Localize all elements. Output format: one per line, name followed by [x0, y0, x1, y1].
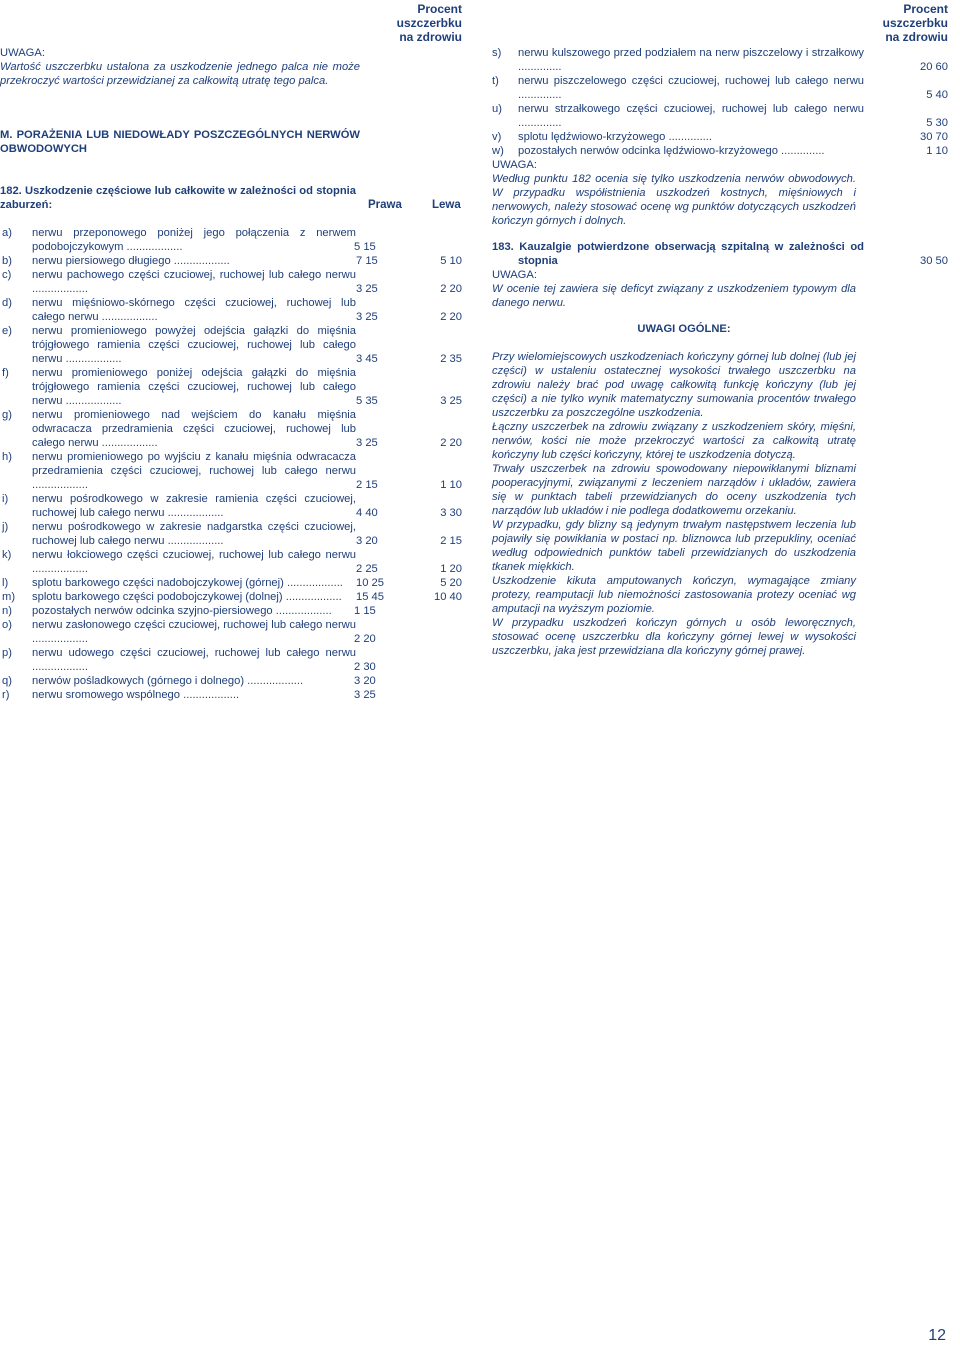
row-value: 3 20 — [354, 675, 376, 687]
item-182-heading: 182. Uszkodzenie częściowe lub całkowite w zależności od stopnia zaburzeń: — [0, 185, 356, 211]
row-value: 3 25 — [354, 689, 376, 701]
leader-dots: .............. — [665, 131, 712, 143]
row-text: nerwu promieniowego nad wejściem do kanału mięśnia odwracacza przedramienia części czuciowej, ruchowej lub całego nerwu — [32, 409, 356, 449]
row-text: nerwu kulszowego przed podziałem na nerw piszczelowy i strzałkowy — [518, 47, 864, 59]
row-label: g) — [2, 409, 12, 421]
col-prawa: Prawa — [368, 199, 402, 211]
row-label: p) — [2, 647, 12, 659]
general-note-paragraph: Przy wielomiejscowych uszkodzeniach kończyny górnej lub dolnej (lub jej części) w ustaleniu ostatecznej wysokości trwałego uszczerbku na zdrowiu należy brać pod uwagę całkowitą funkcję kończyny (lub jej części) a nie tylko wynik matematyczny sumowania procentów trwałego uszczerbku za poszczególne uszkodzenia. — [492, 351, 856, 419]
row-value-prawa: 3 25 — [356, 437, 378, 449]
leader-dots: .................. — [244, 675, 304, 687]
row-value: 2 30 — [354, 661, 376, 673]
table-row — [0, 226, 466, 254]
leader-dots: .................. — [32, 283, 88, 295]
row-text: nerwu zasłonowego części czuciowej, ruchowej lub całego nerwu — [32, 619, 356, 631]
row-label: t) — [492, 75, 499, 87]
note-title: UWAGA: — [492, 269, 537, 281]
left-percent-header: Procent uszczerbku na zdrowiu — [396, 2, 462, 44]
row-value-prawa: 2 15 — [356, 479, 378, 491]
leader-dots: .............. — [777, 145, 825, 157]
leader-dots: .................. — [283, 577, 343, 589]
row-text: nerwu udowego części czuciowej, ruchowej lub całego nerwu — [32, 647, 356, 659]
leader-dots: .............. — [518, 61, 562, 73]
leader-dots: .............. — [518, 117, 562, 129]
row-value: 30 70 — [920, 131, 948, 143]
row-label: b) — [2, 255, 12, 267]
leader-dots: .................. — [164, 535, 224, 547]
row-label: a) — [2, 227, 12, 239]
note-title: UWAGA: — [492, 159, 537, 171]
row-value-lewa: 2 35 — [440, 353, 462, 365]
row-text: nerwu promieniowego powyżej odejścia gałązki do mięśnia trójgłowego ramienia części czuciowej, ruchowej lub całego nerwu — [32, 325, 356, 365]
leader-dots: .............. — [518, 89, 562, 101]
row-label: v) — [492, 131, 502, 143]
table-row — [0, 492, 466, 520]
row-text: nerwu pośrodkowego w zakresie nadgarstka części czuciowej, ruchowej lub całego nerwu — [32, 521, 356, 547]
leader-dots: .................. — [32, 563, 88, 575]
leader-dots: .................. — [32, 661, 88, 673]
row-label: n) — [2, 605, 12, 617]
item-183 — [492, 240, 952, 268]
table-row — [0, 296, 466, 324]
row-text: nerwów pośladkowych (górnego i dolnego) — [32, 675, 245, 687]
col-lewa: Lewa — [432, 199, 461, 211]
general-notes — [492, 350, 952, 658]
row-value-prawa: 15 45 — [356, 591, 384, 603]
right-item-list — [492, 46, 952, 158]
row-value-lewa: 1 20 — [440, 563, 462, 575]
row-label: m) — [2, 591, 16, 603]
row-value-prawa: 2 25 — [356, 563, 378, 575]
table-row — [0, 520, 466, 548]
row-value: 1 15 — [354, 605, 376, 617]
row-text: nerwu strzałkowego części czuciowej, ruchowej lub całego nerwu — [518, 103, 864, 115]
row-text: nerwu promieniowego po wyjściu z kanału mięśnia odwracacza przedramienia części czuciowej, ruchowej lub całego nerwu — [32, 451, 356, 477]
row-label: r) — [2, 689, 10, 701]
note-title: UWAGA: — [0, 47, 45, 59]
row-label: f) — [2, 367, 9, 379]
row-value-prawa: 7 15 — [356, 255, 378, 267]
row-value-prawa: 4 40 — [356, 507, 378, 519]
row-label: j) — [2, 521, 9, 533]
table-row — [492, 46, 952, 74]
row-value-prawa: 3 45 — [356, 353, 378, 365]
row-value-prawa: 10 25 — [356, 577, 384, 589]
left-item-list — [0, 226, 466, 702]
row-value-lewa: 10 40 — [434, 591, 462, 603]
table-row — [0, 408, 466, 450]
row-text: nerwu promieniowego poniżej odejścia gałązki do mięśnia trójgłowego ramienia części czuciowej, ruchowej lub całego nerwu — [32, 367, 356, 407]
leader-dots: .................. — [170, 255, 230, 267]
row-label: s) — [492, 47, 502, 59]
general-note-paragraph: Łączny uszczerbek na zdrowiu związany z uszkodzeniem skóry, mięśni, nerwów, kości nie może przekroczyć wartości za całkowitą utratę kończyny lub części kończyny, której te uszkodzenia dotyczą. — [492, 421, 856, 461]
note-text: W ocenie tej zawiera się deficyt związany z uszkodzeniem typowym dla danego nerwu. — [492, 283, 856, 309]
table-row — [0, 366, 466, 408]
row-label: q) — [2, 675, 12, 687]
general-note-paragraph: W przypadku, gdy blizny są jedynym trwałym następstwem leczenia lub pojawiły się powikłania w postaci np. bliznowca lub przepukliny, oceniać według odpowiednich punktów tabeli przewidzianych do uszkodzenia tkanek miękkich. — [492, 519, 856, 573]
item-183-value: 30 50 — [920, 255, 948, 267]
row-label: c) — [2, 269, 12, 281]
row-value-prawa: 3 25 — [356, 311, 378, 323]
right-note-2 — [492, 268, 952, 310]
row-text: nerwu piersiowego długiego — [32, 255, 171, 267]
leader-dots: .................. — [62, 353, 122, 365]
table-row — [492, 144, 952, 158]
row-label: k) — [2, 549, 12, 561]
row-value-lewa: 2 20 — [440, 437, 462, 449]
left-note — [0, 46, 466, 88]
item-183-text: 183. Kauzalgie potwierdzone obserwacją szpitalną w zależności od stopnia — [492, 241, 864, 267]
table-row — [0, 324, 466, 366]
table-row — [0, 590, 466, 604]
leader-dots: .................. — [62, 395, 122, 407]
row-label: d) — [2, 297, 12, 309]
row-text: splotu barkowego części nadobojczykowej (górnej) — [32, 577, 284, 589]
leader-dots: .................. — [123, 241, 183, 253]
page-number: 12 — [928, 1327, 946, 1344]
table-row — [492, 74, 952, 102]
leader-dots: .................. — [180, 689, 240, 701]
section-heading: M. PORAŻENIA LUB NIEDOWŁADY POSZCZEGÓLNYCH NERWÓW OBWODOWYCH — [0, 129, 360, 155]
row-value-prawa: 3 25 — [356, 283, 378, 295]
table-row — [0, 688, 466, 702]
table-row — [0, 548, 466, 576]
row-text: pozostałych nerwów odcinka lędźwiowo-krzyżowego — [518, 145, 778, 157]
row-label: u) — [492, 103, 502, 115]
row-label: i) — [2, 493, 9, 505]
general-note-paragraph: W przypadku uszkodzeń kończyn górnych u osób leworęcznych, stosować ocenę uszczerbku dla kończyny górnej lewej w wysokości uszczerbku, jaka jest przewidziana dla kończyny górnej prawej. — [492, 617, 856, 657]
leader-dots: .................. — [98, 437, 158, 449]
leader-dots: .................. — [98, 311, 158, 323]
row-value: 2 20 — [354, 633, 376, 645]
right-percent-header: Procent uszczerbku na zdrowiu — [882, 2, 948, 44]
row-text: nerwu sromowego wspólnego — [32, 689, 181, 701]
table-row — [0, 576, 466, 590]
row-text: splotu barkowego części podobojczykowej (dolnej) — [32, 591, 283, 603]
table-row — [492, 102, 952, 130]
row-text: nerwu pachowego części czuciowej, ruchowej lub całego nerwu — [32, 269, 356, 281]
table-row — [0, 604, 466, 618]
row-value-lewa: 3 30 — [440, 507, 462, 519]
row-value-lewa: 2 20 — [440, 311, 462, 323]
leader-dots: .................. — [272, 605, 332, 617]
row-value-lewa: 5 10 — [440, 255, 462, 267]
row-value: 20 60 — [920, 61, 948, 73]
row-value-lewa: 2 15 — [440, 535, 462, 547]
row-value: 5 30 — [926, 117, 948, 129]
row-label: h) — [2, 451, 12, 463]
table-row — [0, 254, 466, 268]
row-value: 5 40 — [926, 89, 948, 101]
row-label: w) — [492, 145, 504, 157]
row-value-lewa: 3 25 — [440, 395, 462, 407]
note-text: Wartość uszczerbku ustalona za uszkodzenie jednego palca nie może przekroczyć wartości przewidzianej za całkowitą utratę tego palca. — [0, 61, 360, 87]
general-notes-title: UWAGI OGÓLNE: — [637, 323, 731, 335]
leader-dots: .................. — [164, 507, 224, 519]
row-text: nerwu piszczelowego części czuciowej, ruchowej lub całego nerwu — [518, 75, 864, 87]
row-text: splotu lędźwiowo-krzyżowego — [518, 131, 666, 143]
row-text: nerwu pośrodkowego w zakresie ramienia części czuciowej, ruchowej lub całego nerwu — [32, 493, 356, 519]
row-value-prawa: 3 20 — [356, 535, 378, 547]
right-note-1 — [492, 158, 952, 228]
row-value-lewa: 5 20 — [440, 577, 462, 589]
row-value-lewa: 1 10 — [440, 479, 462, 491]
row-value: 1 10 — [926, 145, 948, 157]
row-label: o) — [2, 619, 12, 631]
row-text: nerwu łokciowego części czuciowej, ruchowej lub całego nerwu — [32, 549, 356, 561]
leader-dots: .................. — [282, 591, 342, 603]
table-row — [0, 646, 466, 674]
general-note-paragraph: Uszkodzenie kikuta amputowanych kończyn, wymagające zmiany protezy, reamputacji lub niemożności zastosowania protezy oceniać wg amputacji na wyższym poziomie. — [492, 575, 856, 615]
row-value-prawa: 5 35 — [356, 395, 378, 407]
leader-dots: .................. — [32, 633, 88, 645]
row-label: e) — [2, 325, 12, 337]
table-row — [0, 450, 466, 492]
general-note-paragraph: Trwały uszczerbek na zdrowiu spowodowany niepowikłanymi bliznami pooperacyjnymi, związanymi z leczeniem narządów i układów, zawiera się w punktach tabeli przewidzianych do oceny uszkodzenia tych narządów lub układów i nie podlega dodatkowemu orzekaniu. — [492, 463, 856, 517]
row-text: pozostałych nerwów odcinka szyjno-piersiowego — [32, 605, 273, 617]
row-text: nerwu mięśniowo-skórnego części czuciowej, ruchowej lub całego nerwu — [32, 297, 356, 323]
table-row — [492, 130, 952, 144]
table-row — [0, 268, 466, 296]
row-label: l) — [2, 577, 9, 589]
row-value: 5 15 — [354, 241, 376, 253]
note-text: Według punktu 182 ocenia się tylko uszkodzenia nerwów obwodowych. W przypadku współistnienia uszkodzeń kostnych, mięśniowych i nerwowych, należy stosować ocenę wg punktów dotyczących uszkodzeń kończyn górnych i dolnych. — [492, 173, 856, 227]
table-row — [0, 674, 466, 688]
leader-dots: .................. — [32, 479, 88, 491]
row-value-lewa: 2 20 — [440, 283, 462, 295]
table-row — [0, 618, 466, 646]
row-text: nerwu przeponowego poniżej jego połączenia z nerwem podobojczykowym — [32, 227, 356, 253]
